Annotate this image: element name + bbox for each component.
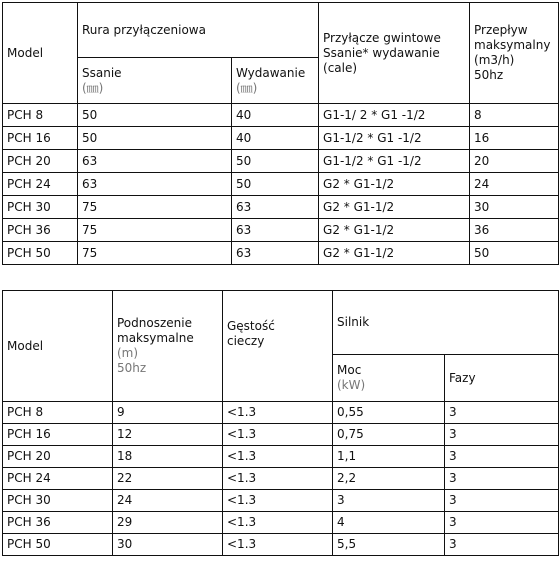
cell-discharge: 40 — [232, 127, 319, 150]
header-density — [223, 291, 333, 402]
cell-suction: 50 — [78, 127, 232, 150]
cell-model: PCH 24 — [3, 468, 113, 490]
cell-suction: 75 — [78, 219, 232, 242]
cell-thread: G2 * G1-1/2 — [319, 219, 470, 242]
cell-flow: 24 — [470, 173, 559, 196]
cell-density: <1.3 — [223, 446, 333, 468]
cell-max-head: 12 — [113, 424, 223, 446]
cell-phases: 3 — [445, 446, 559, 468]
header-max-head — [113, 291, 223, 402]
cell-flow: 8 — [470, 104, 559, 127]
table-row — [3, 446, 559, 468]
performance-table — [2, 290, 559, 556]
cell-flow: 50 — [470, 242, 559, 265]
header-max-head-unit: (m) — [117, 346, 139, 360]
cell-suction: 75 — [78, 242, 232, 265]
table-row — [3, 468, 559, 490]
table-row — [3, 196, 559, 219]
cell-flow: 30 — [470, 196, 559, 219]
header-density-line1: Gęstość — [227, 319, 275, 333]
cell-thread: G2 * G1-1/2 — [319, 196, 470, 219]
cell-model: PCH 8 — [3, 402, 113, 424]
header-thread: Przyłącze gwintowe Ssanie* wydawanie (cale) — [319, 3, 470, 104]
cell-model: PCH 50 — [3, 242, 78, 265]
cell-discharge: 63 — [232, 196, 319, 219]
cell-model: PCH 36 — [3, 219, 78, 242]
table-row — [3, 173, 559, 196]
cell-discharge: 40 — [232, 104, 319, 127]
header-motor: Silnik — [333, 291, 559, 355]
cell-power: 0,75 — [333, 424, 445, 446]
cell-suction: 50 — [78, 104, 232, 127]
cell-model: PCH 24 — [3, 173, 78, 196]
cell-thread: G2 * G1-1/2 — [319, 173, 470, 196]
cell-model: PCH 50 — [3, 534, 113, 556]
header-discharge — [232, 58, 319, 104]
cell-model: PCH 8 — [3, 104, 78, 127]
cell-suction: 63 — [78, 173, 232, 196]
cell-power: 1,1 — [333, 446, 445, 468]
cell-max-head: 9 — [113, 402, 223, 424]
table-row — [3, 219, 559, 242]
cell-max-head: 24 — [113, 490, 223, 512]
cell-flow: 36 — [470, 219, 559, 242]
cell-flow: 20 — [470, 150, 559, 173]
table-row — [3, 104, 559, 127]
table-row — [3, 534, 559, 556]
header-flow-line4: 50hz — [474, 68, 504, 82]
cell-density: <1.3 — [223, 402, 333, 424]
header-flow-line1: Przepływ — [474, 23, 528, 37]
cell-density: <1.3 — [223, 534, 333, 556]
cell-density: <1.3 — [223, 512, 333, 534]
header-discharge-unit: (㎜) — [236, 80, 258, 95]
cell-suction: 63 — [78, 150, 232, 173]
header-flow-line2: maksymalny — [474, 38, 551, 52]
header-flow-line3: (m3/h) — [474, 53, 515, 67]
cell-phases: 3 — [445, 402, 559, 424]
cell-phases: 3 — [445, 512, 559, 534]
table-row — [3, 402, 559, 424]
cell-discharge: 63 — [232, 219, 319, 242]
cell-phases: 3 — [445, 534, 559, 556]
cell-density: <1.3 — [223, 424, 333, 446]
header-power — [333, 355, 445, 402]
header-max-head-line2: maksymalne — [117, 331, 194, 345]
cell-max-head: 30 — [113, 534, 223, 556]
cell-power: 3 — [333, 490, 445, 512]
cell-power: 0,55 — [333, 402, 445, 424]
cell-thread: G1-1/2 * G1 -1/2 — [319, 127, 470, 150]
cell-model: PCH 16 — [3, 127, 78, 150]
header-pipe: Rura przyłączeniowa — [78, 3, 319, 58]
cell-model: PCH 16 — [3, 424, 113, 446]
cell-discharge: 50 — [232, 173, 319, 196]
cell-max-head: 29 — [113, 512, 223, 534]
header-max-head-freq: 50hz — [117, 361, 147, 375]
header-power-unit: (kW) — [337, 378, 366, 392]
pipe-connection-table — [2, 2, 559, 265]
cell-max-head: 18 — [113, 446, 223, 468]
table-row — [3, 242, 559, 265]
header-power-label: Moc — [337, 363, 362, 377]
cell-phases: 3 — [445, 490, 559, 512]
cell-density: <1.3 — [223, 468, 333, 490]
header-suction — [78, 58, 232, 104]
cell-power: 5,5 — [333, 534, 445, 556]
cell-density: <1.3 — [223, 490, 333, 512]
header-model: Model — [3, 291, 113, 402]
cell-thread: G1-1/2 * G1 -1/2 — [319, 150, 470, 173]
cell-power: 2,2 — [333, 468, 445, 490]
header-flow — [470, 3, 559, 104]
cell-phases: 3 — [445, 468, 559, 490]
cell-model: PCH 30 — [3, 196, 78, 219]
cell-discharge: 50 — [232, 150, 319, 173]
cell-model: PCH 36 — [3, 512, 113, 534]
header-suction-unit: (㎜) — [82, 80, 104, 95]
table-row — [3, 127, 559, 150]
cell-thread: G2 * G1-1/2 — [319, 242, 470, 265]
cell-discharge: 63 — [232, 242, 319, 265]
cell-suction: 75 — [78, 196, 232, 219]
header-discharge-label: Wydawanie — [236, 65, 306, 80]
header-phases: Fazy — [445, 355, 559, 402]
table-row — [3, 490, 559, 512]
table-row — [3, 512, 559, 534]
header-max-head-line1: Podnoszenie — [117, 316, 192, 330]
header-model: Model — [3, 3, 78, 104]
cell-model: PCH 20 — [3, 446, 113, 468]
cell-phases: 3 — [445, 424, 559, 446]
table-row — [3, 150, 559, 173]
cell-power: 4 — [333, 512, 445, 534]
cell-thread: G1-1/ 2 * G1 -1/2 — [319, 104, 470, 127]
cell-max-head: 22 — [113, 468, 223, 490]
header-density-line2: cieczy — [227, 334, 265, 348]
table-row — [3, 424, 559, 446]
cell-model: PCH 30 — [3, 490, 113, 512]
header-suction-label: Ssanie — [82, 65, 122, 80]
cell-flow: 16 — [470, 127, 559, 150]
cell-model: PCH 20 — [3, 150, 78, 173]
